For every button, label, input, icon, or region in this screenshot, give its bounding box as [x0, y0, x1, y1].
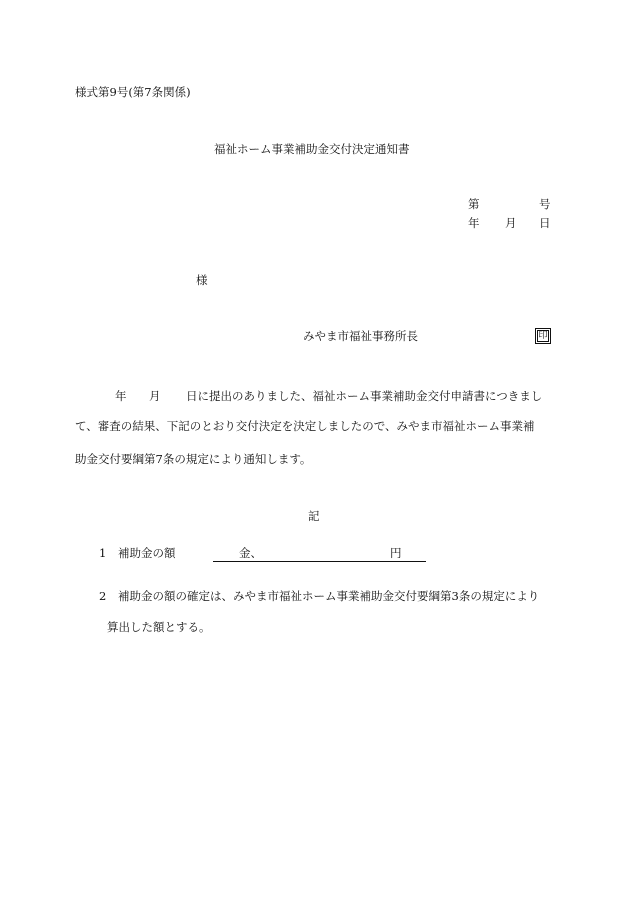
document-title: 福祉ホーム事業補助金交付決定通知書: [214, 142, 410, 156]
form-number: 様式第9号(第7条関係): [75, 85, 191, 99]
addressee-suffix: 様: [196, 273, 208, 287]
item-1-amount-prefix: 金、: [239, 546, 262, 560]
ki-heading: 記: [308, 509, 320, 523]
item-1-amount-suffix: 円: [390, 546, 402, 560]
issuer-title: みやま市福祉事務所長: [303, 329, 418, 343]
seal-glyph: 印: [538, 331, 548, 341]
item-1-label: 補助金の額: [118, 546, 176, 560]
body-month-label: 月: [149, 389, 161, 403]
date-day-label: 日: [539, 216, 551, 230]
item-1-number: 1: [99, 546, 107, 560]
item-2-text-line-2: 算出した額とする。: [107, 620, 211, 634]
item-2-text-line-1: 補助金の額の確定は、みやま市福祉ホーム事業補助金交付要綱第3条の規定により: [118, 589, 540, 603]
body-year-label: 年: [115, 389, 127, 403]
doc-number-label: 第: [468, 197, 480, 211]
item-1-amount-underline: [213, 561, 426, 562]
date-month-label: 月: [505, 216, 517, 230]
body-text-line-2: て、審査の結果、下記のとおり交付決定を決定しましたので、みやま市福祉ホーム事業補: [75, 419, 535, 433]
item-2-number: 2: [99, 589, 107, 603]
date-year-label: 年: [468, 216, 480, 230]
doc-number-suffix: 号: [539, 197, 551, 211]
body-text-line-1: 日に提出のありました、福祉ホーム事業補助金交付申請書につきまし: [186, 389, 543, 403]
seal-icon: [535, 328, 551, 344]
body-text-line-3: 助金交付要綱第7条の規定により通知します。: [75, 452, 312, 466]
